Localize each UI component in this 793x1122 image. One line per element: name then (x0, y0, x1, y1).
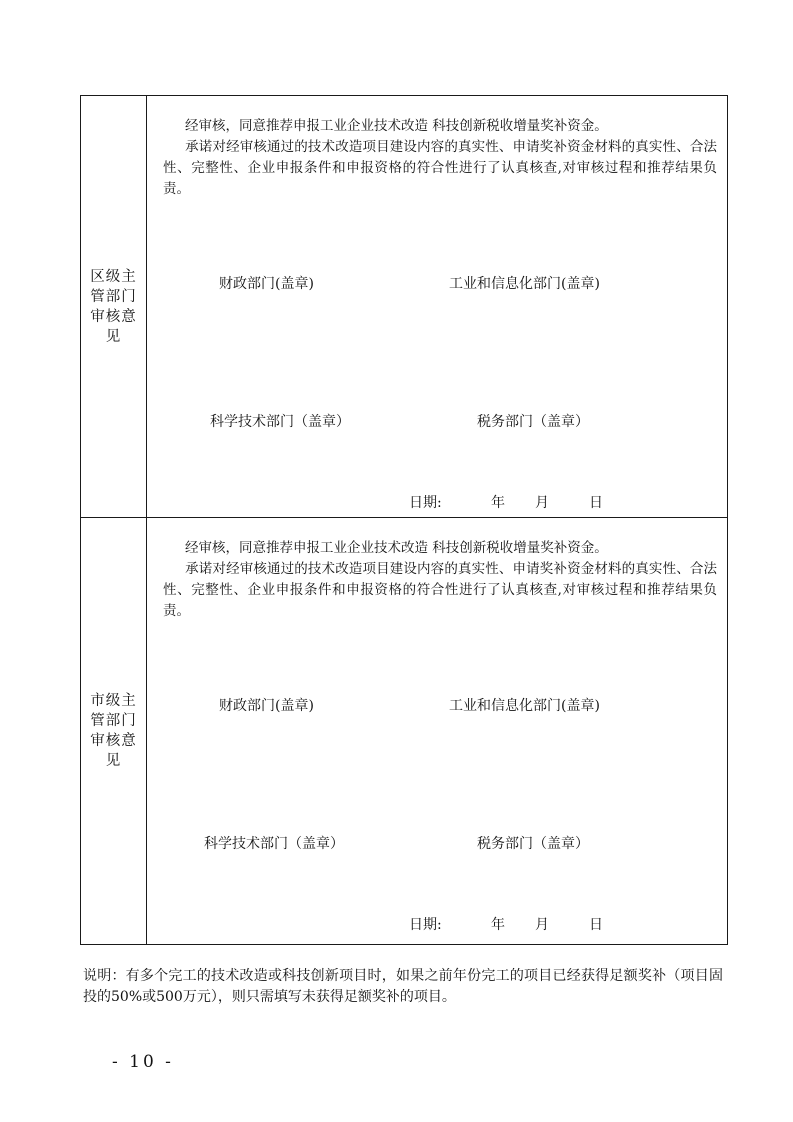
footnote-explanation: 说明：有多个完工的技术改造或科技创新项目时，如果之前年份完工的项目已经获得足额奖补（项目固投的50%或500万元），则只需填写未获得足额奖补的项目。 (83, 968, 723, 1005)
city-commitment-statement: 承诺对经审核通过的技术改造项目建设内容的真实性、申请奖补资金材料的真实性、合法性、完整性、企业申报条件和申报资格的符合性进行了认真核查,对审核过程和推荐结果负责。 (163, 561, 717, 619)
city-industry-seal-label: 工业和信息化部门(盖章) (449, 698, 600, 714)
district-date-day: 日 (589, 495, 603, 511)
district-approval-statement: 经审核，同意推荐申报工业企业技术改造 科技创新税收增量奖补资金。 (185, 118, 608, 134)
city-approval-statement: 经审核，同意推荐申报工业企业技术改造 科技创新税收增量奖补资金。 (185, 540, 608, 556)
district-label-cell (81, 96, 147, 518)
district-review-label: 区级主管部门审核意见 (90, 268, 137, 345)
district-date-label: 日期: (409, 495, 442, 511)
city-review-content (147, 518, 728, 945)
city-label-cell (81, 518, 147, 945)
city-review-label: 市级主管部门审核意见 (90, 693, 137, 769)
city-review-row (81, 518, 728, 945)
page-number: - 10 - (112, 1052, 174, 1072)
district-science-seal-label: 科学技术部门（盖章） (210, 414, 350, 430)
district-review-content (147, 96, 728, 518)
city-finance-seal-label: 财政部门(盖章) (219, 698, 314, 714)
district-commitment-statement: 承诺对经审核通过的技术改造项目建设内容的真实性、申请奖补资金材料的真实性、合法性、完整性、企业申报条件和申报资格的符合性进行了认真核查,对审核过程和推荐结果负责。 (163, 139, 717, 197)
district-date-month: 月 (535, 495, 549, 511)
city-date-month: 月 (535, 917, 549, 933)
district-review-row (81, 96, 728, 518)
city-tax-seal-label: 税务部门（盖章） (477, 836, 589, 852)
district-industry-seal-label: 工业和信息化部门(盖章) (449, 276, 600, 292)
review-form-table (80, 95, 728, 945)
city-date-year: 年 (491, 917, 505, 933)
city-date-label: 日期: (409, 917, 442, 933)
district-date-year: 年 (491, 495, 505, 511)
district-finance-seal-label: 财政部门(盖章) (219, 276, 314, 292)
city-date-day: 日 (589, 917, 603, 933)
district-tax-seal-label: 税务部门（盖章） (477, 414, 589, 430)
city-science-seal-label: 科学技术部门（盖章） (204, 836, 344, 852)
